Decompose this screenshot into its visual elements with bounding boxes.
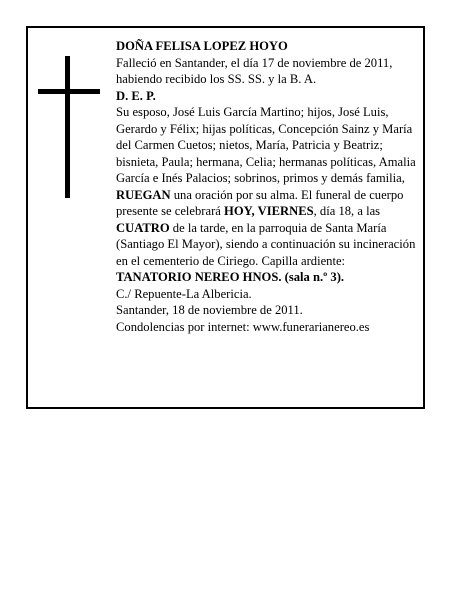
obituary-notice bbox=[26, 26, 425, 409]
notice-text bbox=[116, 38, 422, 335]
place-date: Santander, 18 de noviembre de 2011. bbox=[116, 303, 303, 317]
funeral-text-3: de la tarde, en la parroquia de Santa María (Santiago El Mayor), siendo a continuación su incineración en el cementerio de Ciriego. Capilla ardiente: bbox=[116, 220, 416, 268]
condolences-line: Condolencias por internet: www.funerarianereo.es bbox=[116, 319, 370, 334]
deceased-name: DOÑA FELISA LOPEZ HOYO bbox=[116, 39, 288, 53]
funeral-address: C./ Repuente-La Albericia. bbox=[116, 286, 252, 301]
cross-vertical-bar bbox=[65, 56, 70, 198]
cross-horizontal-bar bbox=[38, 89, 100, 94]
family-list: Su esposo, José Luis García Martino; hijos, José Luis, Gerardo y Félix; hijas políticas, Concepción Sainz y María del Carmen Cuetos; nietos, María, Patricia y Beatriz; bisnieta, Paula; hermana, Celia; hermanas políticas, Amalia García e Inés Palacios; sobrinos, primos y demás familia, bbox=[116, 105, 416, 185]
funeral-text-2: , día 18, a las bbox=[313, 204, 381, 218]
cross-icon bbox=[38, 56, 100, 198]
funeral-hour: CUATRO bbox=[116, 220, 170, 235]
rest-in-peace: D. E. P. bbox=[116, 88, 156, 103]
funeral-day: HOY, VIERNES bbox=[224, 204, 314, 218]
funeral-home: TANATORIO NEREO HNOS. (sala n.º 3). bbox=[116, 270, 345, 284]
funeral-details bbox=[116, 187, 422, 286]
ruegan-label: RUEGAN bbox=[116, 187, 171, 202]
death-statement: Falleció en Santander, el día 17 de noviembre de 2011, habiendo recibido los SS. SS. y la B. A. bbox=[116, 55, 393, 86]
funeral-text-1: una oración por su alma. El funeral de cuerpo presente se celebrará bbox=[116, 187, 404, 218]
